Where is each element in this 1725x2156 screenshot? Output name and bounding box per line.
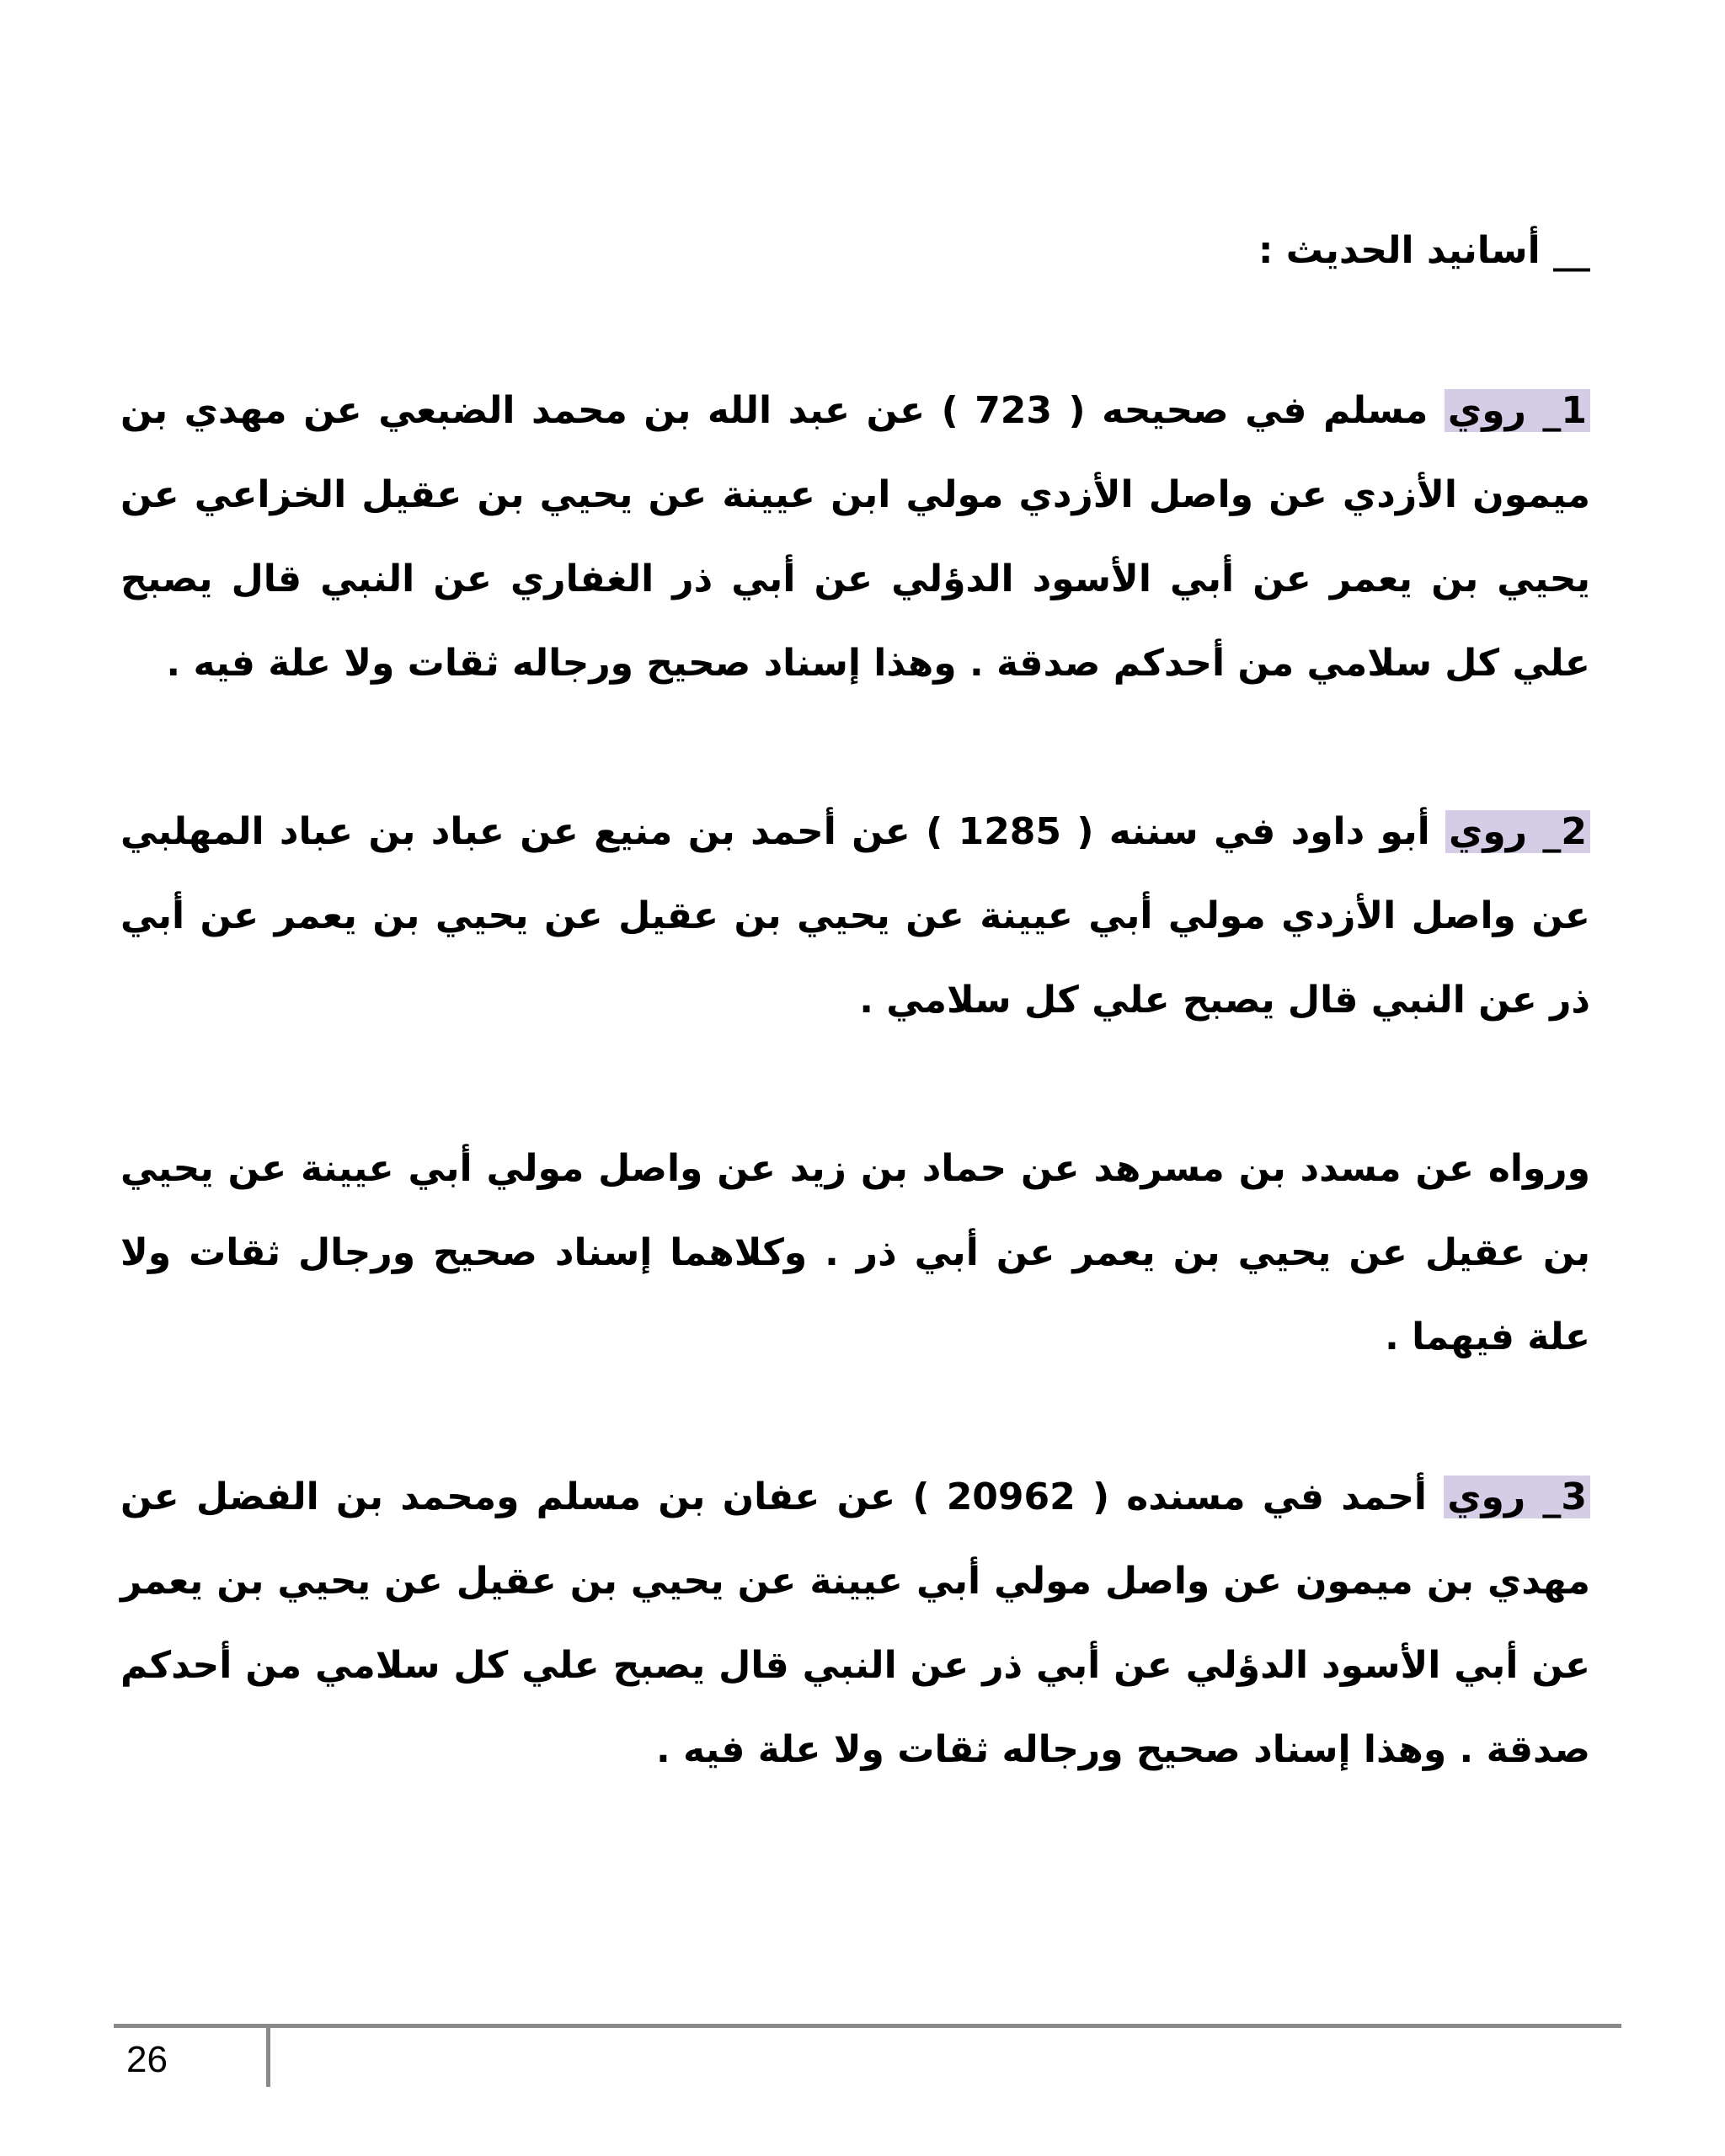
page-number: 26 [126,2039,168,2080]
paragraph-3 [120,1127,1590,1380]
paragraph-1 [120,369,1590,706]
page-content [120,202,1590,1792]
highlight-marker-1: 1_ روي [1445,389,1590,432]
section-heading: __ أسانيد الحديث : [1258,229,1590,272]
paragraph-3-text: ورواه عن مسدد بن مسرهد عن حماد بن زيد عن واصل مولي أبي عيينة عن يحيي بن عقيل عن يحيي بن يعمر عن أبي ذر . وكلاهما إسناد صحيح ورجال ثقات ولا علة فيهما . [120,1147,1590,1358]
paragraph-2-text: أبو داود في سننه ( 1285 ) عن أحمد بن منيع عن عباد بن عباد المهلبي عن واصل الأزدي مولي أبي عيينة عن يحيي بن عقيل عن يحيي بن يعمر عن أبي ذر عن النبي قال يصبح علي كل سلامي . [120,810,1590,1022]
paragraph-4 [120,1455,1590,1792]
footer-divider-tick [266,2028,270,2087]
highlight-marker-2: 2_ روي [1445,810,1590,853]
footer-rule [114,2024,1621,2028]
paragraph-1-text: مسلم في صحيحه ( 723 ) عن عبد الله بن محمد الضبعي عن مهدي بن ميمون الأزدي عن واصل الأزدي مولي ابن عيينة عن يحيي بن عقيل الخزاعي عن يحيي بن يعمر عن أبي الأسود الدؤلي عن أبي ذر الغفاري عن النبي قال يصبح علي كل سلامي من أحدكم صدقة . وهذا إسناد صحيح ورجاله ثقات ولا علة فيه . [120,389,1590,685]
paragraph-4-text: أحمد في مسنده ( 20962 ) عن عفان بن مسلم ومحمد بن الفضل عن مهدي بن ميمون عن واصل مولي أبي عيينة عن يحيي بن عقيل عن يحيي بن يعمر عن أبي الأسود الدؤلي عن أبي ذر عن النبي قال يصبح علي كل سلامي من أحدكم صدقة . وهذا إسناد صحيح ورجاله ثقات ولا علة فيه . [120,1476,1590,1771]
paragraph-2 [120,790,1590,1043]
highlight-marker-3: 3_ روي [1444,1476,1590,1518]
